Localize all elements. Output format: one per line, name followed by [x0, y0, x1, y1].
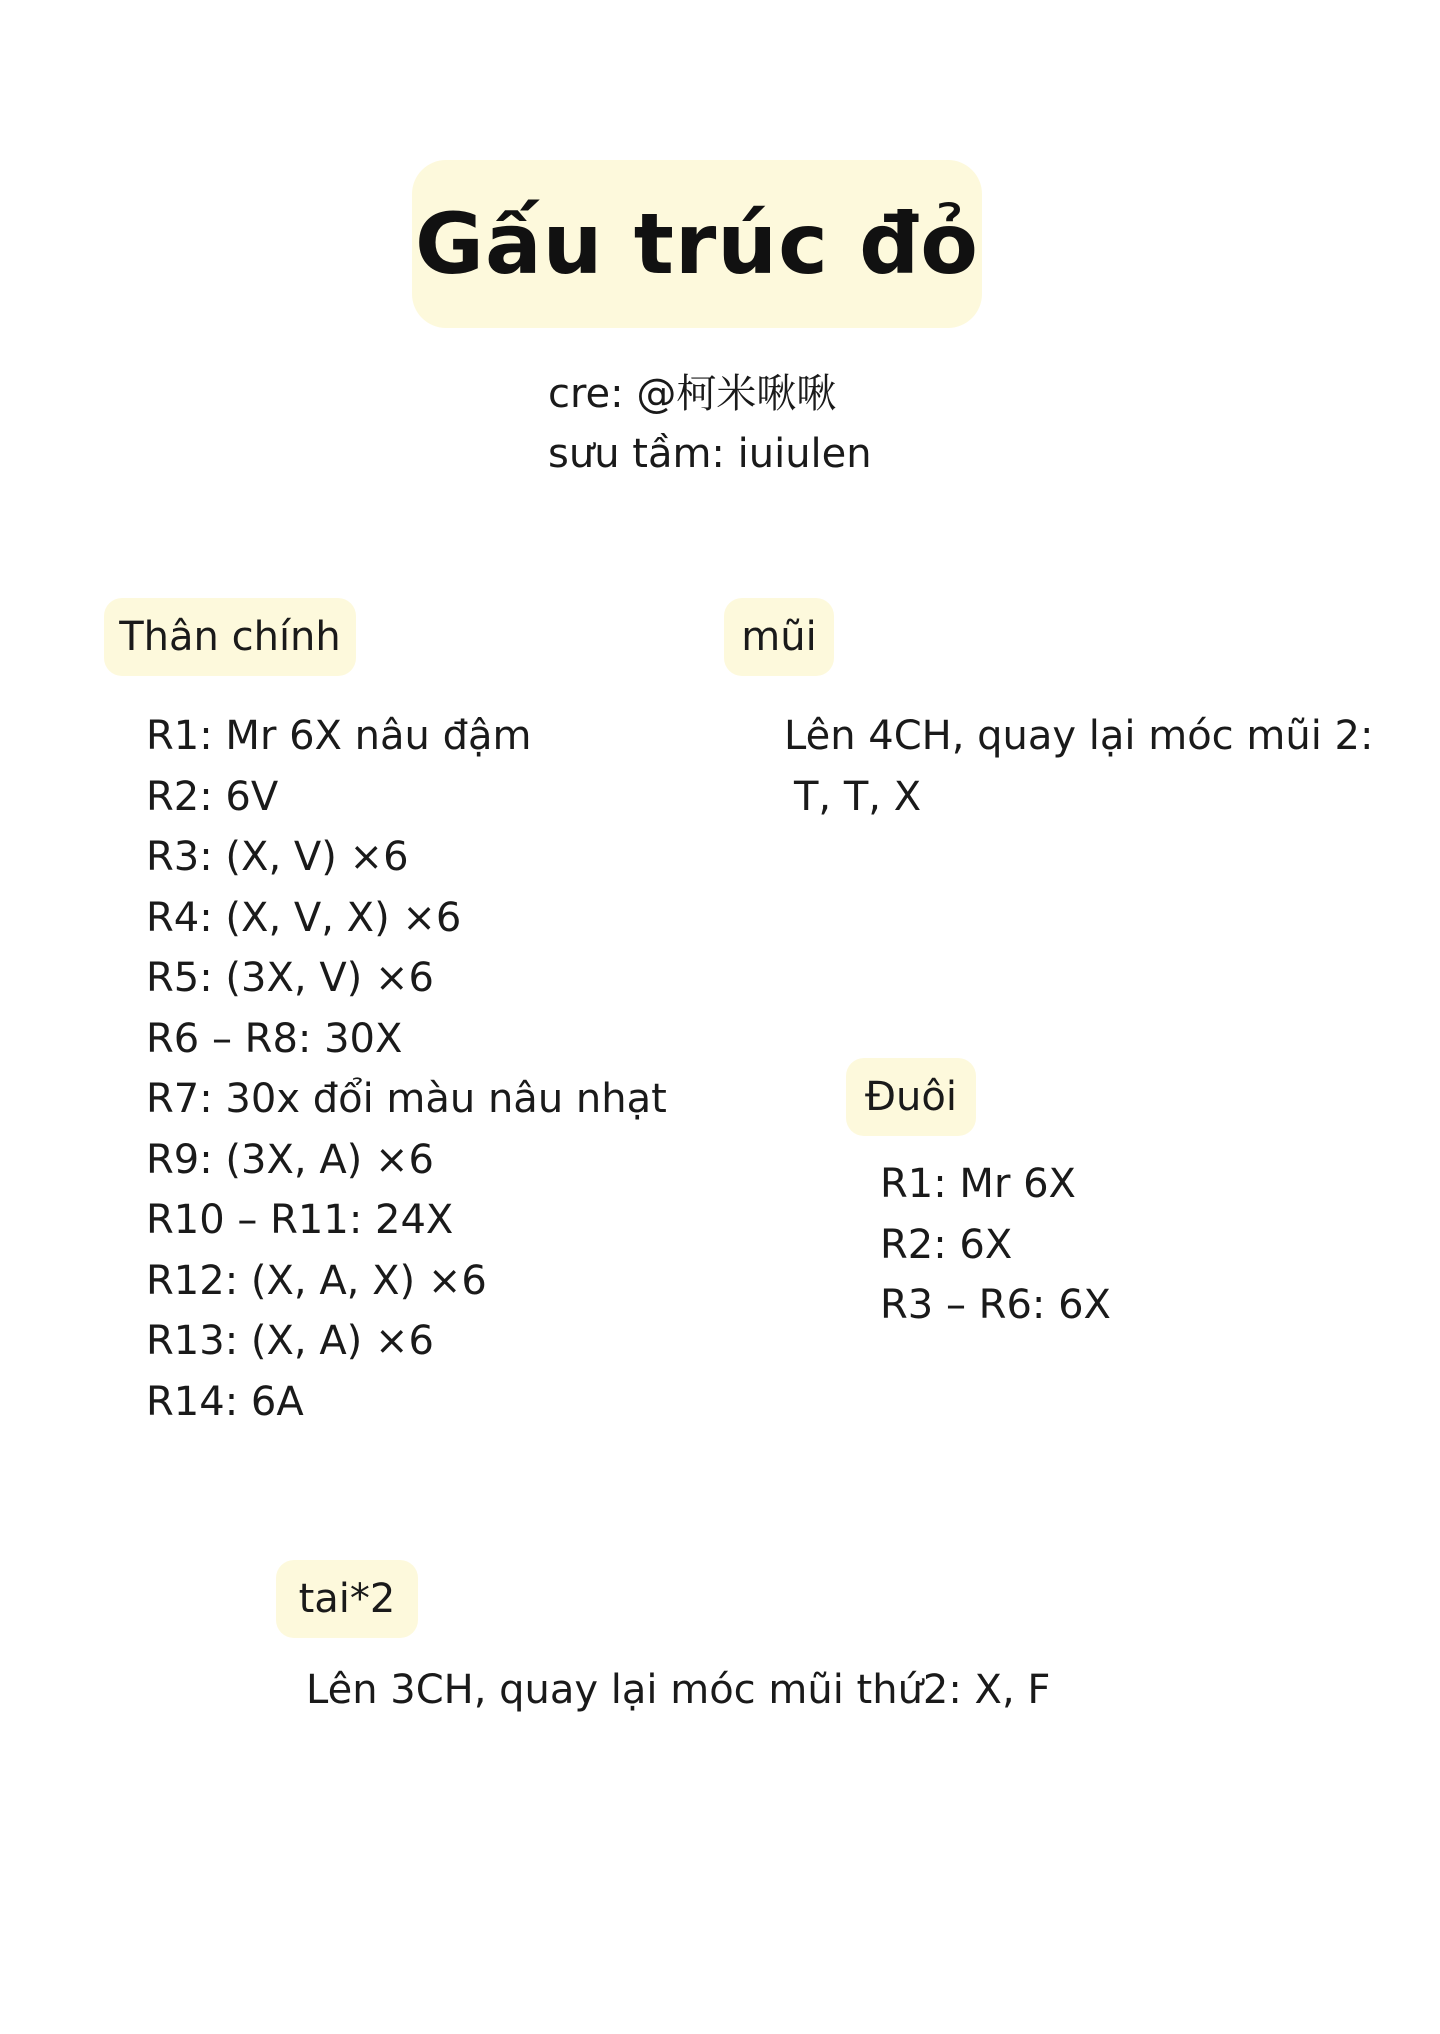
tai-instructions [306, 1660, 1050, 1721]
credit-creator: cre: @柯米啾啾 [548, 371, 837, 417]
pattern-row: R3 – R6: 6X [880, 1282, 1111, 1328]
pattern-row: R7: 30x đổi màu nâu nhạt [146, 1076, 667, 1122]
pattern-row: R14: 6A [146, 1378, 304, 1425]
heading-mui: mũi [724, 598, 834, 676]
pattern-row: R10 – R11: 24X [146, 1197, 454, 1243]
pattern-row: R13: (X, A) ×6 [146, 1318, 434, 1364]
than-chinh-rows [146, 706, 667, 1432]
pattern-row: R2: 6V [146, 773, 279, 820]
duoi-rows [880, 1154, 1111, 1336]
instruction-line: T, T, X [794, 773, 922, 820]
heading-tai: tai*2 [276, 1560, 418, 1638]
credit-collector: sưu tầm: iuiulen [548, 431, 872, 477]
pattern-row: R4: (X, V, X) ×6 [146, 894, 462, 941]
pattern-row: R6 – R8: 30X [146, 1015, 403, 1062]
pattern-row: R3: (X, V) ×6 [146, 834, 409, 880]
pattern-row: R9: (3X, A) ×6 [146, 1136, 434, 1183]
title-banner [412, 160, 982, 328]
page-title: Gấu trúc đỏ [415, 195, 979, 293]
pattern-row: R1: Mr 6X nâu đậm [146, 713, 532, 759]
heading-than-chinh: Thân chính [104, 598, 356, 676]
credits [548, 364, 872, 484]
pattern-row: R5: (3X, V) ×6 [146, 955, 434, 1001]
instruction-line: Lên 3CH, quay lại móc mũi thứ2: X, F [306, 1667, 1051, 1713]
pattern-row: R2: 6X [880, 1221, 1013, 1268]
heading-duoi: Đuôi [846, 1058, 976, 1136]
pattern-row: R12: (X, A, X) ×6 [146, 1257, 487, 1304]
instruction-line: Lên 4CH, quay lại móc mũi 2: [784, 713, 1374, 759]
mui-instructions [784, 706, 1373, 827]
pattern-row: R1: Mr 6X [880, 1161, 1076, 1207]
